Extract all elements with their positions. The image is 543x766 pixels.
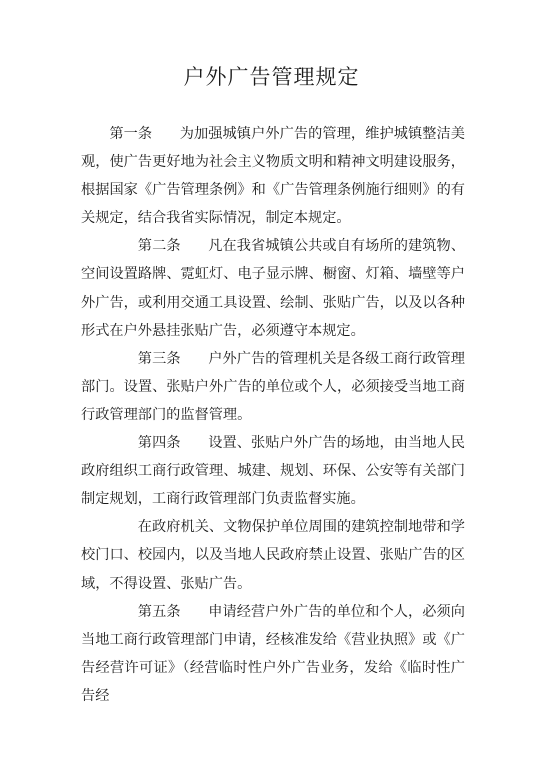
article-1-text: 为加强城镇户外广告的管理，维护城镇整洁美观，使广告更好地为社会主义物质文明和精神文明建设服务，根据国家《广告管理条例》和《广告管理条例施行细则》的有关规定，结合我省实际情况，制定本规定。: [81, 126, 465, 227]
article-3-paragraph: [81, 345, 465, 429]
article-2-label: 第二条: [137, 238, 181, 255]
article-4-continuation-paragraph: [81, 513, 465, 597]
article-5-paragraph: [81, 598, 465, 710]
document-title: 户外广告管理规定: [183, 65, 360, 89]
article-4-label: 第四条: [137, 435, 181, 452]
article-3-label: 第三条: [137, 350, 181, 367]
article-2-paragraph: [81, 232, 465, 344]
article-5-label: 第五条: [137, 603, 181, 620]
article-4-continuation-text: 在政府机关、文物保护单位周围的建筑控制地带和学校门口、校园内，以及当地人民政府禁止设置、张贴广告的区域，不得设置、张贴广告。: [81, 519, 465, 592]
article-4-paragraph: [81, 429, 465, 513]
article-2-text: 凡在我省城镇公共或自有场所的建筑物、空间设置路牌、霓虹灯、电子显示牌、橱窗、灯箱、墙壁等户外广告，或利用交通工具设置、绘制、张贴广告，以及以各种形式在户外悬挂张贴广告，必须遵守本规定。: [81, 238, 465, 339]
article-1-paragraph: [81, 120, 465, 232]
article-5-text: 申请经营户外广告的单位和个人，必须向当地工商行政管理部门申请，经核准发给《营业执照》或《广告经营许可证》（经营临时性户外广告业务，发给《临时性广告经: [81, 603, 465, 704]
article-1-label: 第一条: [109, 126, 153, 142]
article-3-text: 户外广告的管理机关是各级工商行政管理部门。设置、张贴户外广告的单位或个人，必须接受当地工商行政管理部门的监督管理。: [81, 350, 465, 423]
article-4-text: 设置、张贴户外广告的场地，由当地人民政府组织工商行政管理、城建、规划、环保、公安等有关部门制定规划，工商行政管理部门负责监督实施。: [81, 435, 465, 508]
document-body: [81, 120, 465, 710]
